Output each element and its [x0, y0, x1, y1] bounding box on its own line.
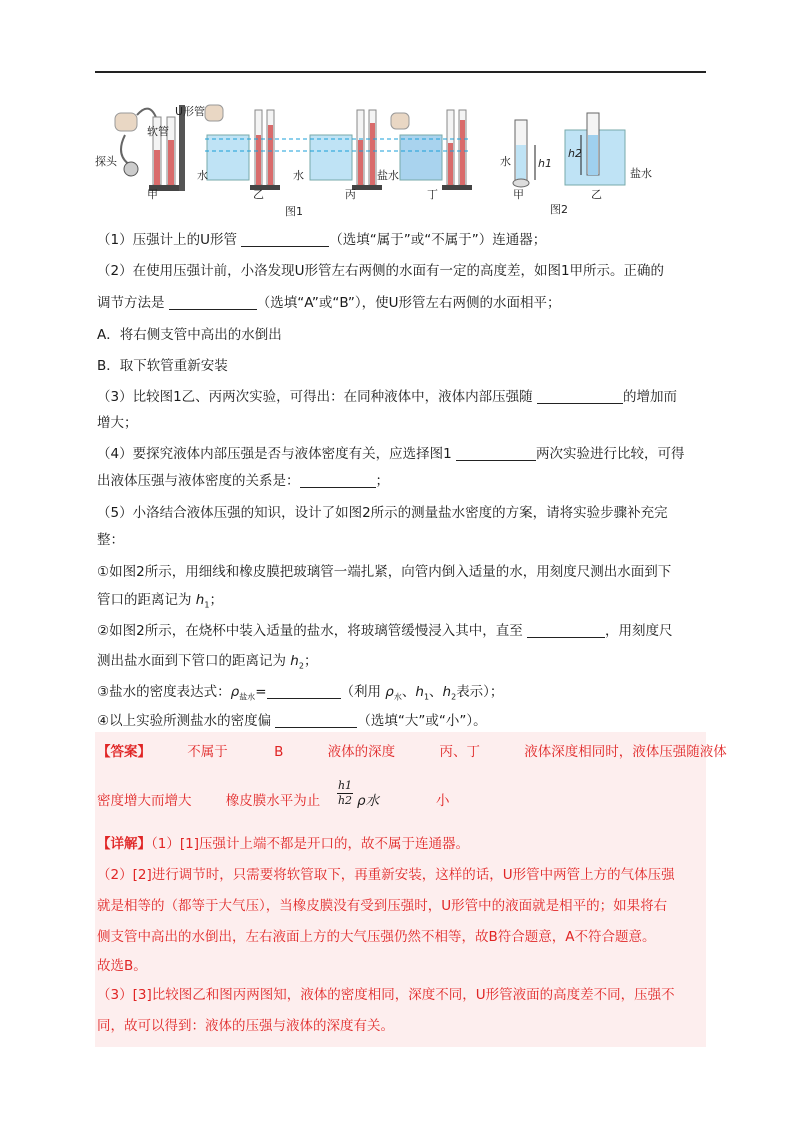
label-yi: 乙 [253, 188, 264, 201]
answer-blank[interactable] [267, 684, 341, 699]
answer-line1: 【答案】 不属于 B 液体的深度 丙、丁 液体深度相同时，液体压强随液体 [97, 744, 727, 760]
fig2-label-saltwater: 盐水 [630, 167, 652, 180]
fig2-label-water: 水 [500, 155, 511, 168]
question-1: （1）压强计上的U形管 （选填“属于”或“不属于”）连通器； [97, 232, 547, 248]
label-probe: 探头 [95, 155, 117, 168]
label-saltwater-ding: 盐水 [377, 169, 399, 182]
answer-blank[interactable] [537, 389, 623, 404]
label-water-yi: 水 [197, 169, 208, 182]
header-rule [95, 71, 706, 73]
explanation-line3: 就是相等的（都等于大气压），当橡皮膜没有受到压强时，U形管中的液面就是相平的；如果将右 [97, 898, 668, 914]
fig1-yi-apparatus [205, 105, 280, 190]
fig2-label-yi: 乙 [591, 188, 602, 201]
answer-blank[interactable] [456, 446, 536, 461]
option-a: A．将右侧支管中高出的水倒出 [97, 327, 282, 343]
step-3: ③盐水的密度表达式：$\rho_{盐水}=$ （利用 $\rho_水$、$h_1$、$h_2$表示）； [97, 684, 504, 702]
question-2-line2: 调节方法是 （选填“A”或“B”），使U形管左右两侧的水面相平； [97, 295, 561, 311]
experiment-figures [95, 95, 706, 220]
answer-blank[interactable] [300, 473, 376, 488]
fig1-bing-apparatus [310, 110, 382, 190]
answer-blank[interactable] [527, 623, 605, 638]
step-1-line2: 管口的距离记为 $h_1$； [97, 592, 223, 610]
explanation-line6: （3）[3]比较图乙和图丙两图知，液体的密度相同，深度不同，U形管液面的高度差不同，压强不 [97, 987, 675, 1003]
question-3-line2: 增大； [97, 415, 138, 431]
label-soft-tube: 软管 [147, 125, 169, 138]
question-2-line1: （2）在使用压强计前，小洛发现U形管左右两侧的水面有一定的高度差，如图1甲所示。正确的 [97, 263, 665, 279]
question-5-line2: 整： [97, 532, 124, 548]
question-4-line2: 出液体压强与液体密度的关系是： ； [97, 473, 389, 489]
explanation-line5: 故选B。 [97, 958, 147, 974]
fig1-ding-apparatus [391, 110, 472, 190]
label-ding: 丁 [427, 188, 438, 201]
label-water-bing: 水 [293, 169, 304, 182]
answer-line2: 密度增大而增大 橡皮膜水平为止 [97, 793, 321, 809]
fig2-label-h1: h1 [538, 157, 552, 170]
question-4-line1: （4）要探究液体内部压强是否与液体密度有关，应选择图1 两次实验进行比较，可得 [97, 446, 685, 462]
step-4: ④以上实验所测盐水的密度偏 （选填“大”或“小”）。 [97, 713, 487, 729]
answer-rho-water: ρ水 [357, 793, 380, 809]
label-u-tube: U形管 [175, 105, 206, 118]
fig1-caption: 图1 [285, 205, 303, 218]
fig2-label-jia: 甲 [513, 188, 524, 201]
explanation-line2: （2）[2]进行调节时，只需要将软管取下，再重新安装，这样的话，U形管中两管上方的气体压强 [97, 867, 675, 883]
answer-density-fraction: h1 h2 [337, 779, 353, 807]
question-5-line1: （5）小洛结合液体压强的知识，设计了如图2所示的测量盐水密度的方案，请将实验步骤补充完 [97, 505, 668, 521]
label-bing: 丙 [345, 188, 356, 201]
fig2-label-h2: h2 [568, 147, 582, 160]
answer-blank[interactable] [169, 295, 257, 310]
answer-small: 小 [436, 793, 450, 809]
step-2-line1: ②如图2所示，在烧杯中装入适量的盐水，将玻璃管缓慢浸入其中，直至 ，用刻度尺 [97, 623, 673, 639]
answer-blank[interactable] [241, 232, 329, 247]
explanation-line1: 【详解】（1）[1]压强计上端不都是开口的，故不属于连通器。 [97, 836, 469, 852]
label-jia: 甲 [147, 188, 158, 201]
step-2-line2: 测出盐水面到下管口的距离记为 $h_2$； [97, 653, 318, 671]
explanation-line7: 同，故可以得到：液体的压强与液体的深度有关。 [97, 1018, 394, 1034]
answer-blank[interactable] [275, 713, 357, 728]
option-b: B．取下软管重新安装 [97, 358, 228, 374]
question-3-line1: （3）比较图1乙、丙两次实验，可得出：在同种液体中，液体内部压强随 的增加而 [97, 389, 677, 405]
step-1-line1: ①如图2所示，用细线和橡皮膜把玻璃管一端扎紧，向管内倒入适量的水，用刻度尺测出水面到下 [97, 564, 672, 580]
fig2-jia-tube [513, 120, 535, 187]
explanation-line4: 侧支管中高出的水倒出，左右液面上方的大气压强仍然不相等，故B符合题意，A不符合题意。 [97, 929, 656, 945]
fig2-caption: 图2 [550, 203, 568, 216]
